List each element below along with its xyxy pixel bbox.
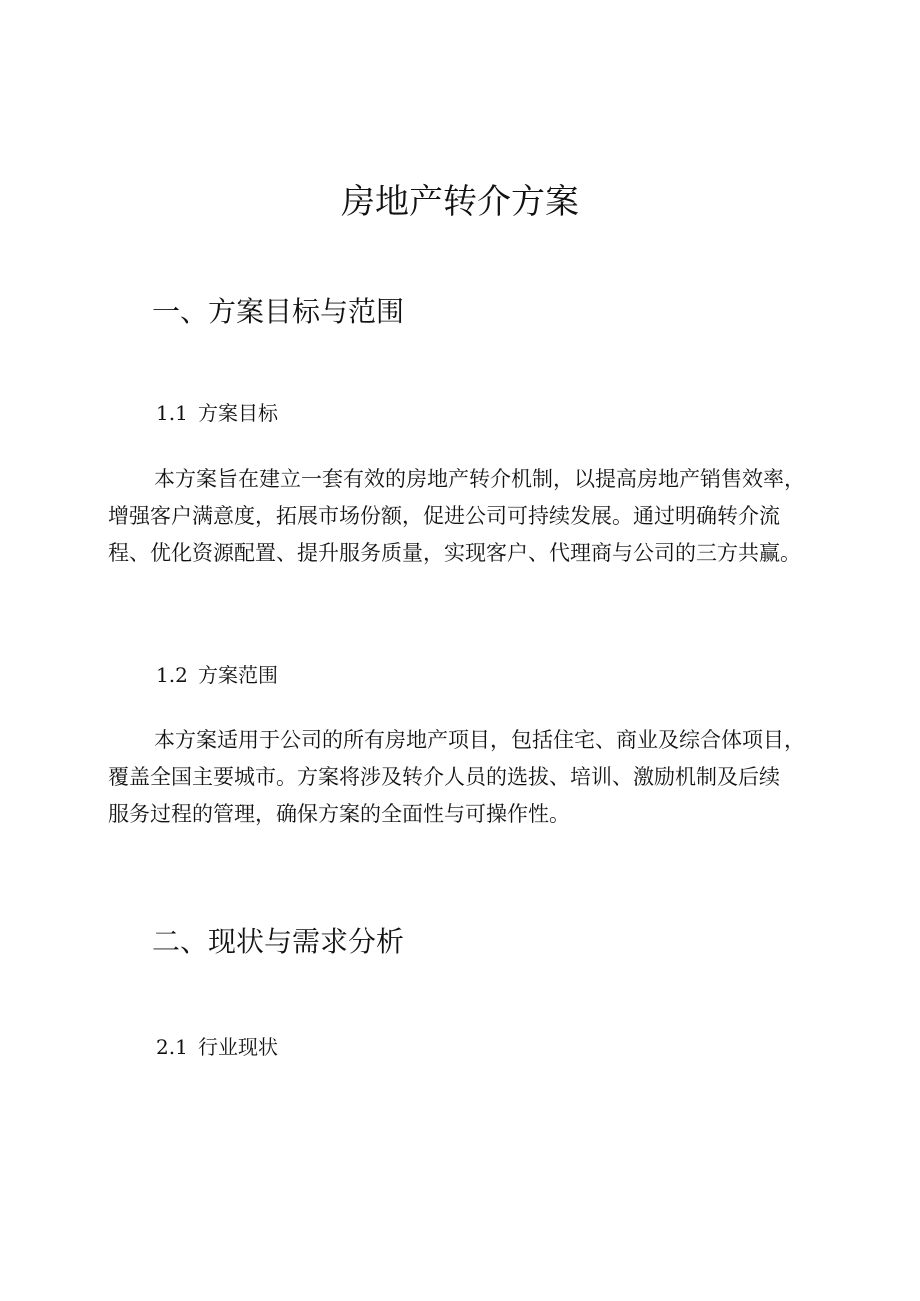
subsection-heading-2-1 — [156, 1032, 278, 1062]
paragraph-line: 覆盖全国主要城市。方案将涉及转介人员的选拔、培训、激励机制及后续 — [108, 765, 780, 789]
subsection-number: 1.2 — [156, 663, 188, 687]
section-heading-1: 一、方案目标与范围 — [152, 295, 405, 328]
paragraph-scope — [108, 722, 826, 833]
paragraph-line: 程、优化资源配置、提升服务质量，实现客户、代理商与公司的三方共赢。 — [108, 541, 801, 565]
subsection-number: 1.1 — [156, 401, 188, 425]
document-title: 房地产转介方案 — [341, 182, 579, 222]
paragraph-line: 本方案适用于公司的所有房地产项目，包括住宅、商业及综合体项目， — [154, 728, 805, 752]
subsection-title: 方案范围 — [198, 663, 278, 687]
subsection-title: 方案目标 — [198, 401, 278, 425]
section-heading-2: 二、现状与需求分析 — [152, 925, 405, 958]
paragraph-objective — [108, 461, 826, 572]
paragraph-line: 增强客户满意度，拓展市场份额，促进公司可持续发展。通过明确转介流 — [108, 504, 780, 528]
subsection-heading-1-2 — [156, 660, 278, 690]
paragraph-line: 服务过程的管理，确保方案的全面性与可操作性。 — [108, 802, 570, 826]
subsection-number: 2.1 — [156, 1035, 188, 1059]
subsection-heading-1-1 — [156, 398, 278, 428]
subsection-title: 行业现状 — [198, 1035, 278, 1059]
paragraph-line: 本方案旨在建立一套有效的房地产转介机制，以提高房地产销售效率， — [154, 467, 805, 491]
